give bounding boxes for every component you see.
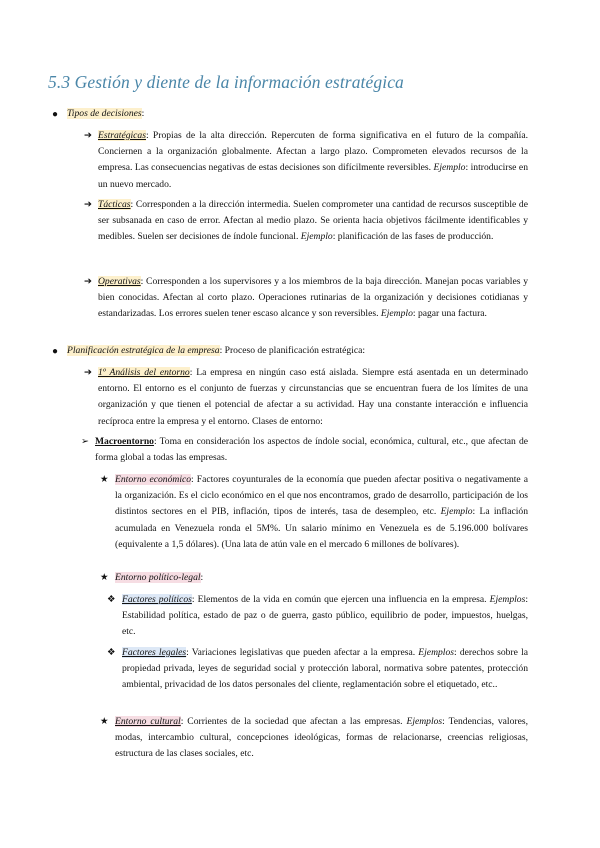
star-icon: ★ — [100, 474, 109, 485]
analisis-text: : La empresa en ningún caso está aislada. Siempre está asentada en un determinado entorno. El entorno es el conjunto de fuerzas y circunstancias que se encuentran fuera de los límites de una organización y que tienen el potencial de afectar a su actividad. Hay una constante interacción e influencia recíproca entre la empresa y el entorno. Clases de entorno: — [98, 367, 528, 427]
factores-politicos-example-text: : Estabilidad política, estado de paz o de guerra, gasto público, equilibrio de poder, impuestos, huelgas, etc. — [122, 594, 528, 638]
macroentorno-paragraph — [95, 434, 528, 466]
cultural-example-text: : Tendencias, valores, modas, intercambio cultural, concepciones ideológicas, formas de relacionarse, creencias religiosas, estructura de las clases sociales, etc. — [115, 716, 528, 760]
macroentorno-text: : Toma en consideración los aspectos de índole social, económica, cultural, etc., que afectan de forma global a todas las empresas. — [95, 436, 528, 464]
star-icon: ★ — [100, 572, 109, 583]
diamond-bullet-icon: ❖ — [107, 594, 116, 605]
planificacion-heading-text: Proceso de planificación estratégica: — [222, 345, 366, 356]
cultural-paragraph — [115, 714, 528, 763]
planificacion-heading-colon: : — [219, 345, 223, 356]
arrow-right-icon: ➔ — [84, 130, 93, 141]
estrategicas-example-label: Ejemplo — [433, 162, 466, 174]
politico-heading — [115, 570, 528, 586]
tipos-heading-colon: : — [141, 108, 145, 119]
operativas-example-text: : pagar una factura. — [412, 308, 487, 320]
tipos-heading-label: Tipos de decisiones — [67, 108, 142, 119]
factores-legales-paragraph — [122, 645, 528, 694]
star-icon: ★ — [100, 716, 109, 727]
economico-example-text: : La inflación acumulada en Venezuela ronda el 5M%. Un salario mínimo en Venezuela es de 5.196.000 bolívares (equivalente a 1,5 dólares). (Una lata de atún vale en el mercado 6 millones de bolívares). — [115, 506, 528, 550]
triangle-right-icon: ➢ — [81, 436, 90, 447]
factores-legales-label: Factores legales — [122, 647, 187, 658]
operativas-example-label: Ejemplo — [380, 308, 413, 320]
operativas-label: Operativas — [98, 276, 141, 287]
operativas-text: : Corresponden a los supervisores y a los miembros de la baja dirección. Manejan pocas variables y bien conocidas. Afectan al corto plazo. Operaciones rutinarias de la organización y decisiones cotidianas y estandarizadas. Los errores suelen tener escaso alcance y son reversibles. — [98, 276, 528, 320]
diamond-bullet-icon: ❖ — [107, 647, 116, 658]
arrow-right-icon: ➔ — [84, 367, 93, 378]
section-planificacion-heading — [67, 343, 547, 359]
factores-politicos-example-label: Ejemplos — [489, 594, 526, 605]
tacticas-example-text: : planificación de las fases de producción. — [332, 231, 494, 243]
factores-legales-text: : Variaciones legislativas que pueden afectar a la empresa. — [186, 647, 419, 658]
page-title: 5.3 Gestión y diente de la información estratégica — [48, 72, 404, 92]
planificacion-heading-label: Planificación estratégica de la empresa — [67, 345, 220, 356]
section-tipos-heading — [67, 106, 547, 122]
tacticas-label: Tácticas — [98, 199, 131, 210]
tacticas-example-label: Ejemplo — [300, 231, 333, 243]
estrategicas-text: : Propias de la alta dirección. Repercuten de forma significativa en el futuro de la compañía. Conciernen a la organización globalmente. Afectan a largo plazo. Comprometen elevados recursos de la empresa. Las consecuencias negativas de estas decisiones son difícilmente reversibles. — [98, 130, 528, 174]
bullet-dot-icon: ● — [52, 346, 59, 357]
estrategicas-example-text: : introducirse en un nuevo mercado. — [98, 162, 528, 190]
cultural-label: Entorno cultural — [115, 716, 181, 727]
factores-politicos-label: Factores políticos — [122, 594, 192, 605]
politico-colon: : — [200, 572, 204, 583]
operativas-paragraph — [98, 274, 528, 323]
factores-politicos-text: : Elementos de la vida en común que ejercen una influencia en la empresa. — [191, 594, 490, 605]
arrow-right-icon: ➔ — [84, 276, 93, 287]
estrategicas-paragraph — [98, 128, 528, 193]
macroentorno-label: Macroentorno — [95, 436, 154, 447]
analisis-paragraph — [98, 365, 528, 430]
estrategicas-label: Estratégicas — [98, 130, 146, 141]
tacticas-paragraph — [98, 197, 528, 246]
bullet-dot-icon: ● — [52, 109, 59, 120]
economico-paragraph — [115, 472, 528, 553]
economico-label: Entorno económico — [115, 474, 192, 485]
cultural-example-label: Ejemplos — [406, 716, 443, 727]
tacticas-text: : Corresponden a la dirección intermedia. Suelen comprometer una cantidad de recursos susceptible de ser subsanada en caso de error. Afectan al medio plazo. Se orienta hacia objetivos fácilmente identificables y medibles. Suelen ser decisiones de índole funcional. — [98, 199, 528, 243]
factores-politicos-paragraph — [122, 592, 528, 641]
arrow-right-icon: ➔ — [84, 199, 93, 210]
factores-legales-example-label: Ejemplos — [418, 647, 454, 658]
cultural-text: : Corrientes de la sociedad que afectan a las empresas. — [180, 716, 407, 727]
factores-legales-example-text: : derechos sobre la propiedad privada, leyes de seguridad social y protección laboral, normativa sobre patentes, protección ambiental, privacidad de los datos personales del cliente, reglamentación sobre el etiquetado, etc.. — [122, 647, 528, 691]
economico-example-label: Ejemplo — [440, 506, 473, 518]
analisis-label: 1º Análisis del entorno — [98, 367, 190, 378]
politico-label: Entorno político-legal — [115, 572, 201, 583]
economico-text: : Factores coyunturales de la economía que pueden afectar positiva o negativamente a la organización. Es el ciclo económico en el que nos encontramos, grado de desarrollo, participación de los distintos sectores en el PIB, inflación, tipos de interés, tasa de desempleo, etc. — [115, 474, 528, 518]
